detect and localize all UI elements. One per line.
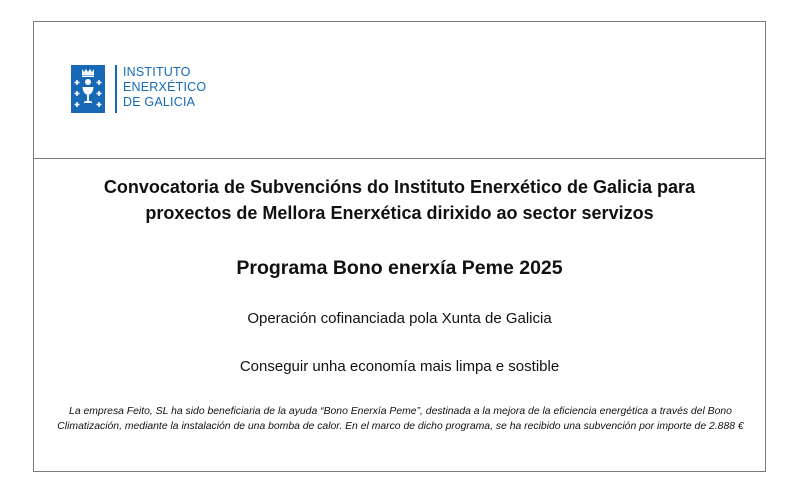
beneficiary-notice: La empresa Feito, SL ha sido beneficiaria de la ayuda “Bono Enerxía Peme”, destinada a la mejora de la eficiencia energética a través del Bono Climatización, mediante la instalación de una bomba de calor. En el marco de dicho programa, se ha recibido una subvención por importe de 2.888 € bbox=[57, 406, 744, 432]
cofinancing-statement: Operación cofinanciada pola Xunta de Galicia bbox=[247, 310, 552, 327]
call-title bbox=[34, 174, 765, 226]
call-title-line-1: Convocatoria de Subvencións do Instituto Enerxético de Galicia para bbox=[103, 177, 696, 197]
call-title-line-2: proxectos de Mellora Enerxética dirixido ao sector servizos bbox=[145, 203, 654, 223]
logo-line-3: DE GALICIA bbox=[123, 95, 196, 109]
galicia-coat-of-arms-icon bbox=[71, 65, 105, 113]
slogan: Conseguir unha economía mais limpa e sostible bbox=[239, 358, 560, 375]
logo-line-1: INSTITUTO bbox=[123, 65, 191, 79]
logo-wordmark bbox=[123, 65, 206, 110]
inega-logo bbox=[71, 65, 206, 113]
logo-line-2: ENERXÉTICO bbox=[123, 80, 207, 94]
poster-frame bbox=[33, 21, 766, 472]
logo-divider bbox=[115, 65, 117, 113]
header-row bbox=[34, 22, 765, 159]
program-name: Programa Bono enerxía Peme 2025 bbox=[236, 257, 563, 279]
